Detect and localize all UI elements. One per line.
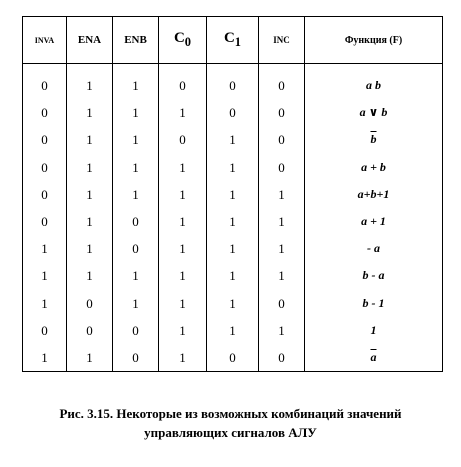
cell-text: 1 [86, 105, 93, 121]
value-cell-c0 [159, 99, 206, 126]
header-inva: INVA [23, 17, 67, 64]
cell-text: 1 [132, 186, 139, 202]
cell-text: $\overline{b}$ [370, 132, 377, 147]
cell-text: 1 [179, 159, 186, 175]
cell-text: a + b [361, 159, 386, 174]
cell-text: 1 [179, 268, 186, 284]
value-cell-c1 [207, 72, 258, 99]
value-cell-c0 [159, 290, 206, 317]
cell-text: 0 [278, 105, 285, 121]
value-cell-enb [113, 262, 158, 289]
header-c1 [207, 17, 259, 64]
function-cell [305, 72, 442, 99]
value-cell-inc [259, 99, 304, 126]
cell-text: 1 [229, 322, 236, 338]
function-cell [305, 344, 442, 371]
cell-text: 1 [132, 105, 139, 121]
value-cell-c1 [207, 99, 258, 126]
cell-text: 0 [229, 349, 236, 365]
cell-text: 1 [179, 186, 186, 202]
value-cell-c0 [159, 154, 206, 181]
cell-text: a ∨ b [359, 105, 388, 120]
cell-text: 1 [229, 268, 236, 284]
value-cell-ena [67, 154, 112, 181]
value-cell-c0 [159, 317, 206, 344]
alu-control-table [22, 16, 443, 372]
cell-text: 1 [229, 159, 236, 175]
cell-text: 0 [41, 132, 48, 148]
function-cell [305, 154, 442, 181]
cell-text: - a [367, 241, 380, 256]
cell-text: 1 [41, 295, 48, 311]
value-cell-inc [259, 208, 304, 235]
function-cell [305, 290, 442, 317]
value-cell-c0 [159, 72, 206, 99]
caption-line-2: управляющих сигналов АЛУ [144, 425, 317, 440]
cell-text: b - 1 [362, 295, 385, 310]
value-cell-enb [113, 126, 158, 153]
cell-text: 0 [278, 295, 285, 311]
header-row [23, 17, 443, 64]
cell-text: 1 [278, 268, 285, 284]
value-cell-c1 [207, 181, 258, 208]
cell-text: 1 [132, 132, 139, 148]
cell-text: 1 [229, 241, 236, 257]
value-cell-inva [23, 235, 66, 262]
cell-text: 1 [41, 268, 48, 284]
cell-text: 0 [41, 322, 48, 338]
cell-text: 0 [229, 78, 236, 93]
value-cell-inva [23, 126, 66, 153]
value-cell-inva [23, 344, 66, 371]
value-cell-inva [23, 262, 66, 289]
value-cell-inva [23, 208, 66, 235]
value-cell-enb [113, 72, 158, 99]
cell-text: 1 [132, 159, 139, 175]
caption-line-1: Рис. 3.15. Некоторые из возможных комбинаций значений [59, 406, 402, 421]
cell-text: 1 [86, 186, 93, 202]
value-cell-enb [113, 235, 158, 262]
value-cell-c1 [207, 154, 258, 181]
cell-text: 1 [179, 241, 186, 257]
value-cell-ena [67, 317, 112, 344]
value-cell-c0 [159, 344, 206, 371]
value-cell-enb [113, 181, 158, 208]
value-cell-c1 [207, 235, 258, 262]
cell-text: 1 [179, 105, 186, 121]
value-cell-inc [259, 317, 304, 344]
cell-text: 0 [278, 132, 285, 148]
cell-text: 1 [278, 186, 285, 202]
cell-text: 1 [278, 241, 285, 257]
cell-text: 1 [86, 78, 93, 93]
value-cell-c0 [159, 208, 206, 235]
alu-table-wrapper [22, 16, 443, 372]
cell-text: 0 [132, 322, 139, 338]
value-cell-ena [67, 99, 112, 126]
function-cell [305, 126, 442, 153]
col-inva [23, 64, 67, 372]
cell-text: 0 [229, 105, 236, 121]
cell-text: 1 [229, 213, 236, 229]
cell-text: 1 [86, 132, 93, 148]
cell-text: 0 [132, 349, 139, 365]
cell-text: 1 [86, 349, 93, 365]
header-function: Функция (F) [305, 17, 443, 64]
col-inc [259, 64, 305, 372]
cell-text: 1 [41, 241, 48, 257]
value-cell-inva [23, 154, 66, 181]
col-ena [67, 64, 113, 372]
value-cell-inc [259, 344, 304, 371]
value-cell-ena [67, 72, 112, 99]
value-cell-c1 [207, 208, 258, 235]
value-cell-ena [67, 344, 112, 371]
cell-text: 0 [179, 132, 186, 148]
value-cell-inc [259, 235, 304, 262]
value-cell-inc [259, 72, 304, 99]
col-c0 [159, 64, 207, 372]
value-cell-inva [23, 72, 66, 99]
value-cell-c0 [159, 235, 206, 262]
cell-text: 1 [179, 322, 186, 338]
value-cell-enb [113, 317, 158, 344]
value-cell-inva [23, 99, 66, 126]
cell-text: 1 [179, 295, 186, 311]
header-c0 [159, 17, 207, 64]
value-cell-ena [67, 235, 112, 262]
value-cell-inc [259, 126, 304, 153]
cell-text: 1 [132, 78, 139, 93]
value-cell-enb [113, 99, 158, 126]
header-inc: INC [259, 17, 305, 64]
cell-text: 1 [229, 132, 236, 148]
value-cell-ena [67, 181, 112, 208]
value-cell-c1 [207, 262, 258, 289]
function-cell [305, 235, 442, 262]
cell-text: 0 [179, 78, 186, 93]
cell-text: a b [366, 78, 381, 92]
value-cell-enb [113, 154, 158, 181]
cell-text: 0 [41, 78, 48, 93]
cell-text: 0 [278, 159, 285, 175]
value-cell-inva [23, 181, 66, 208]
value-cell-inc [259, 290, 304, 317]
cell-text: 0 [41, 159, 48, 175]
cell-text: 1 [41, 349, 48, 365]
cell-text: 1 [86, 213, 93, 229]
header-c1-base: C [223, 30, 235, 46]
cell-text: 0 [278, 349, 285, 365]
value-cell-inc [259, 262, 304, 289]
header-c0-sub: 0 [184, 35, 192, 49]
figure-caption [0, 404, 461, 442]
function-cell [305, 208, 442, 235]
header-c0-base: C [173, 30, 185, 46]
cell-text: a + 1 [361, 213, 386, 228]
value-cell-c1 [207, 317, 258, 344]
value-cell-inc [259, 181, 304, 208]
cell-text: 0 [41, 105, 48, 121]
value-cell-enb [113, 208, 158, 235]
function-cell [305, 99, 442, 126]
cell-text: 0 [132, 241, 139, 257]
value-cell-ena [67, 290, 112, 317]
cell-text: 1 [278, 322, 285, 338]
cell-text: 1 [229, 186, 236, 202]
function-cell [305, 262, 442, 289]
cell-text: 1 [179, 349, 186, 365]
header-c1-sub: 1 [234, 35, 242, 49]
cell-text: 1 [86, 159, 93, 175]
col-function [305, 64, 443, 372]
cell-text: 1 [132, 268, 139, 284]
cell-text: 0 [132, 213, 139, 229]
header-enb: ENB [113, 17, 159, 64]
value-cell-inva [23, 290, 66, 317]
cell-text: 1 [179, 213, 186, 229]
value-cell-c1 [207, 344, 258, 371]
cell-text: 0 [41, 186, 48, 202]
cell-text: a+b+1 [357, 186, 390, 201]
value-cell-ena [67, 126, 112, 153]
cell-text: 1 [86, 241, 93, 257]
cell-text: $\overline{a}$ [370, 349, 377, 364]
value-cell-ena [67, 208, 112, 235]
cell-text: 1 [370, 322, 377, 337]
value-cell-enb [113, 344, 158, 371]
cell-text: 0 [41, 213, 48, 229]
header-ena: ENA [67, 17, 113, 64]
function-cell [305, 181, 442, 208]
function-cell [305, 317, 442, 344]
cell-text: 1 [278, 213, 285, 229]
cell-text: 0 [278, 78, 285, 93]
cell-text: 1 [229, 295, 236, 311]
value-cell-c0 [159, 262, 206, 289]
cell-text: 0 [86, 322, 93, 338]
col-enb [113, 64, 159, 372]
body-row [23, 64, 443, 372]
value-cell-c1 [207, 290, 258, 317]
cell-text: 1 [132, 295, 139, 311]
value-cell-enb [113, 290, 158, 317]
col-c1 [207, 64, 259, 372]
value-cell-c0 [159, 181, 206, 208]
cell-text: 1 [86, 268, 93, 284]
value-cell-c1 [207, 126, 258, 153]
value-cell-c0 [159, 126, 206, 153]
cell-text: b - a [362, 268, 385, 283]
cell-text: 0 [86, 295, 93, 311]
value-cell-inc [259, 154, 304, 181]
value-cell-ena [67, 262, 112, 289]
value-cell-inva [23, 317, 66, 344]
